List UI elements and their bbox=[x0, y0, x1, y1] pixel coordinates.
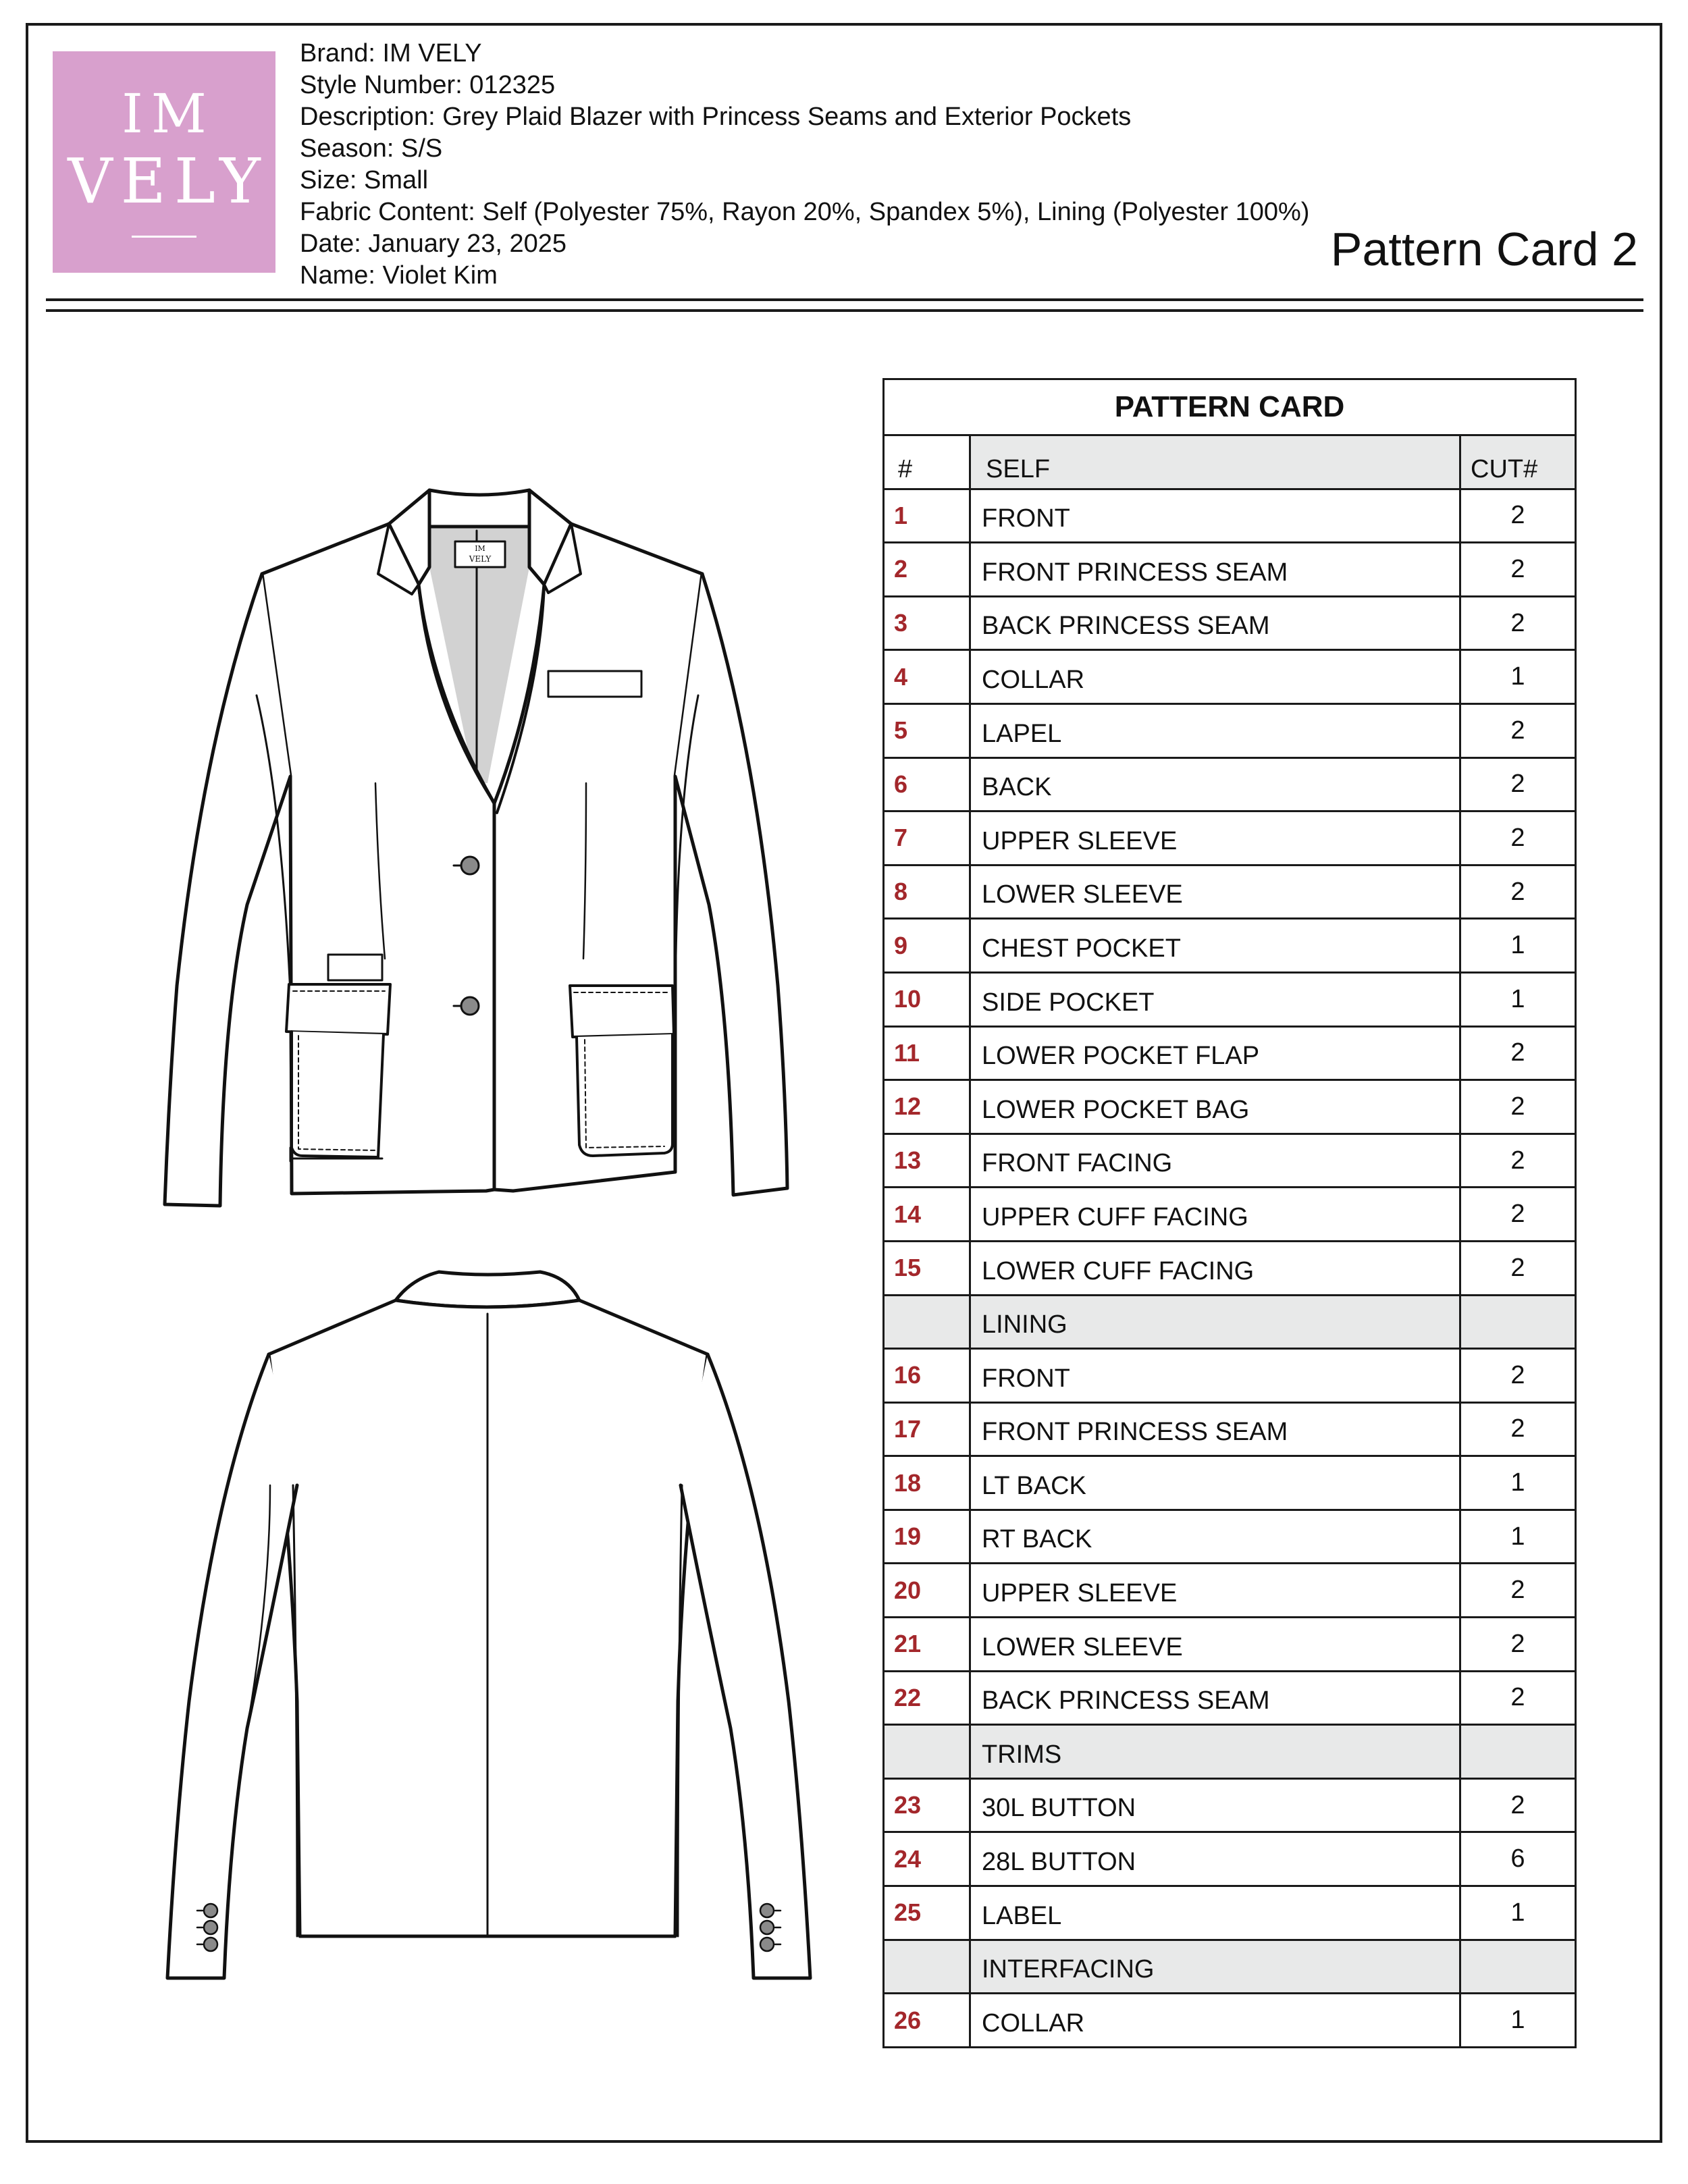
row-number: 18 bbox=[885, 1457, 971, 1509]
cuff-buttons-left bbox=[197, 1904, 217, 1951]
table-row bbox=[882, 597, 1577, 651]
row-number: 20 bbox=[885, 1564, 971, 1616]
front-button-bottom bbox=[461, 997, 479, 1015]
row-piece-name: UPPER SLEEVE bbox=[971, 1564, 1461, 1616]
row-piece-name: CHEST POCKET bbox=[971, 920, 1461, 971]
row-piece-name: LOWER SLEEVE bbox=[971, 1618, 1461, 1670]
section-interfacing bbox=[882, 1941, 1577, 1995]
table-row bbox=[882, 705, 1577, 759]
row-cut-count: 1 bbox=[1510, 2006, 1525, 2035]
front-left-sleeve bbox=[165, 574, 290, 1206]
table-row bbox=[882, 1833, 1577, 1887]
row-number: 3 bbox=[885, 597, 971, 649]
logo-line-1: IM bbox=[122, 82, 215, 145]
table-row bbox=[882, 1028, 1577, 1082]
table-row bbox=[882, 1780, 1577, 1834]
row-number: 16 bbox=[885, 1350, 971, 1402]
row-number: 22 bbox=[885, 1672, 971, 1724]
table-row bbox=[882, 974, 1577, 1028]
back-right-sleeve bbox=[681, 1354, 810, 1978]
row-cut-count: 2 bbox=[1510, 1200, 1525, 1229]
row-number: 15 bbox=[885, 1242, 971, 1294]
row-number: 8 bbox=[885, 866, 971, 918]
row-number: 21 bbox=[885, 1618, 971, 1670]
table-row bbox=[882, 1618, 1577, 1672]
lining-rows bbox=[882, 1350, 1577, 1726]
row-number: 7 bbox=[885, 812, 971, 864]
table-row bbox=[882, 1404, 1577, 1458]
row-cut-count: 2 bbox=[1510, 716, 1525, 745]
row-piece-name: LT BACK bbox=[971, 1457, 1461, 1509]
row-piece-name: FRONT bbox=[971, 490, 1461, 542]
row-number: 14 bbox=[885, 1188, 971, 1240]
table-row bbox=[882, 920, 1577, 974]
table-row bbox=[882, 1994, 1577, 2048]
row-cut-count: 6 bbox=[1510, 1844, 1525, 1873]
row-number: 25 bbox=[885, 1887, 971, 1939]
row-cut-count: 2 bbox=[1510, 1092, 1525, 1121]
row-piece-name: 28L BUTTON bbox=[971, 1833, 1461, 1885]
row-piece-name: BACK PRINCESS SEAM bbox=[971, 1672, 1461, 1724]
row-cut-count: 2 bbox=[1510, 1790, 1525, 1819]
row-piece-name: LABEL bbox=[971, 1887, 1461, 1939]
section-lining bbox=[882, 1296, 1577, 1350]
back-left-sleeve bbox=[167, 1354, 297, 1978]
brand-line: Brand: IM VELY bbox=[300, 39, 482, 68]
row-cut-count: 2 bbox=[1510, 608, 1525, 637]
logo-line-2: VELY bbox=[68, 144, 269, 217]
table-row bbox=[882, 1672, 1577, 1726]
section-lining-label: LINING bbox=[971, 1296, 1461, 1348]
row-piece-name: UPPER CUFF FACING bbox=[971, 1188, 1461, 1240]
row-cut-count: 1 bbox=[1510, 1522, 1525, 1551]
table-row bbox=[882, 1457, 1577, 1511]
row-cut-count: 2 bbox=[1510, 770, 1525, 799]
cuff-buttons-right bbox=[760, 1904, 781, 1951]
row-piece-name: BACK PRINCESS SEAM bbox=[971, 597, 1461, 649]
row-cut-count: 1 bbox=[1510, 931, 1525, 960]
row-piece-name: COLLAR bbox=[971, 1994, 1461, 2046]
table-row bbox=[882, 543, 1577, 597]
season-line: Season: S/S bbox=[300, 134, 443, 163]
right-pocket-bag bbox=[577, 1034, 672, 1156]
description-line: Description: Grey Plaid Blazer with Princess Seams and Exterior Pockets bbox=[300, 103, 1132, 131]
row-piece-name: LOWER POCKET FLAP bbox=[971, 1028, 1461, 1080]
table-row bbox=[882, 759, 1577, 813]
style-number-line: Style Number: 012325 bbox=[300, 71, 556, 99]
blazer-back-view bbox=[167, 1272, 810, 1978]
blazer-front-view bbox=[165, 490, 787, 1206]
self-rows bbox=[882, 490, 1577, 1296]
row-piece-name: FRONT PRINCESS SEAM bbox=[971, 543, 1461, 595]
table-row bbox=[882, 1188, 1577, 1242]
row-piece-name: LOWER POCKET BAG bbox=[971, 1081, 1461, 1133]
row-cut-count: 2 bbox=[1510, 1683, 1525, 1712]
front-right-sleeve bbox=[675, 574, 787, 1195]
table-row bbox=[882, 812, 1577, 866]
table-row bbox=[882, 1081, 1577, 1135]
row-piece-name: RT BACK bbox=[971, 1511, 1461, 1563]
header-self: SELF bbox=[971, 436, 1461, 488]
row-cut-count: 2 bbox=[1510, 1576, 1525, 1605]
row-number: 24 bbox=[885, 1833, 971, 1885]
interfacing-rows bbox=[882, 1994, 1577, 2048]
row-piece-name: 30L BUTTON bbox=[971, 1780, 1461, 1832]
table-row bbox=[882, 1511, 1577, 1565]
row-piece-name: FRONT PRINCESS SEAM bbox=[971, 1404, 1461, 1456]
row-piece-name: LAPEL bbox=[971, 705, 1461, 757]
row-cut-count: 1 bbox=[1510, 984, 1525, 1013]
row-piece-name: SIDE POCKET bbox=[971, 974, 1461, 1026]
row-number: 2 bbox=[885, 543, 971, 595]
row-cut-count: 1 bbox=[1510, 1898, 1525, 1927]
side-pocket bbox=[328, 955, 382, 980]
row-cut-count: 2 bbox=[1510, 1253, 1525, 1282]
section-trims-label: TRIMS bbox=[971, 1726, 1461, 1778]
fabric-line: Fabric Content: Self (Polyester 75%, Rayon 20%, Spandex 5%), Lining (Polyester 100%) bbox=[300, 198, 1310, 226]
date-line: Date: January 23, 2025 bbox=[300, 230, 567, 258]
table-header-row bbox=[882, 436, 1577, 490]
row-number: 10 bbox=[885, 974, 971, 1026]
row-cut-count: 2 bbox=[1510, 1038, 1525, 1067]
row-cut-count: 1 bbox=[1510, 1468, 1525, 1497]
name-line: Name: Violet Kim bbox=[300, 261, 498, 290]
row-cut-count: 2 bbox=[1510, 501, 1525, 530]
row-piece-name: UPPER SLEEVE bbox=[971, 812, 1461, 864]
row-piece-name: FRONT FACING bbox=[971, 1135, 1461, 1187]
left-pocket-flap bbox=[286, 984, 390, 1034]
section-trims bbox=[882, 1726, 1577, 1780]
collar bbox=[429, 490, 531, 527]
table-row bbox=[882, 1350, 1577, 1404]
row-number: 4 bbox=[885, 651, 971, 703]
neck-label-text-2: VELY bbox=[469, 554, 492, 564]
row-number: 5 bbox=[885, 705, 971, 757]
right-pocket-flap bbox=[570, 986, 674, 1037]
chest-pocket bbox=[548, 671, 641, 697]
row-number: 17 bbox=[885, 1404, 971, 1456]
row-piece-name: COLLAR bbox=[971, 651, 1461, 703]
table-title: PATTERN CARD bbox=[882, 378, 1577, 436]
row-number: 9 bbox=[885, 920, 971, 971]
pattern-card-table bbox=[882, 378, 1577, 2048]
table-row bbox=[882, 1135, 1577, 1189]
row-cut-count: 2 bbox=[1510, 1629, 1525, 1658]
neck-label-text: IM bbox=[475, 544, 485, 553]
row-number: 11 bbox=[885, 1028, 971, 1080]
row-cut-count: 2 bbox=[1510, 1360, 1525, 1389]
row-cut-count: 2 bbox=[1510, 877, 1525, 906]
row-piece-name: LOWER CUFF FACING bbox=[971, 1242, 1461, 1294]
page-title: Pattern Card 2 bbox=[1330, 223, 1638, 275]
row-cut-count: 2 bbox=[1510, 554, 1525, 583]
row-number: 13 bbox=[885, 1135, 971, 1187]
row-number: 1 bbox=[885, 490, 971, 542]
table-row bbox=[882, 651, 1577, 705]
table-row bbox=[882, 866, 1577, 920]
row-cut-count: 1 bbox=[1510, 662, 1525, 691]
row-number: 23 bbox=[885, 1780, 971, 1832]
row-number: 26 bbox=[885, 1994, 971, 2046]
trims-rows bbox=[882, 1780, 1577, 1941]
back-collar bbox=[396, 1272, 579, 1307]
section-interfacing-label: INTERFACING bbox=[971, 1941, 1461, 1993]
table-row bbox=[882, 490, 1577, 544]
row-piece-name: LOWER SLEEVE bbox=[971, 866, 1461, 918]
table-row bbox=[882, 1242, 1577, 1296]
row-cut-count: 2 bbox=[1510, 1146, 1525, 1175]
row-cut-count: 2 bbox=[1510, 1414, 1525, 1443]
header-cut: CUT# bbox=[1461, 436, 1575, 488]
size-line: Size: Small bbox=[300, 166, 429, 194]
row-piece-name: BACK bbox=[971, 759, 1461, 811]
table-row bbox=[882, 1887, 1577, 1941]
row-number: 6 bbox=[885, 759, 971, 811]
row-number: 12 bbox=[885, 1081, 971, 1133]
table-row bbox=[882, 1564, 1577, 1618]
row-number: 19 bbox=[885, 1511, 971, 1563]
row-piece-name: FRONT bbox=[971, 1350, 1461, 1402]
front-button-top bbox=[461, 857, 479, 874]
row-cut-count: 2 bbox=[1510, 823, 1525, 852]
header-num: # bbox=[885, 436, 971, 488]
left-pocket-bag bbox=[292, 1032, 384, 1157]
